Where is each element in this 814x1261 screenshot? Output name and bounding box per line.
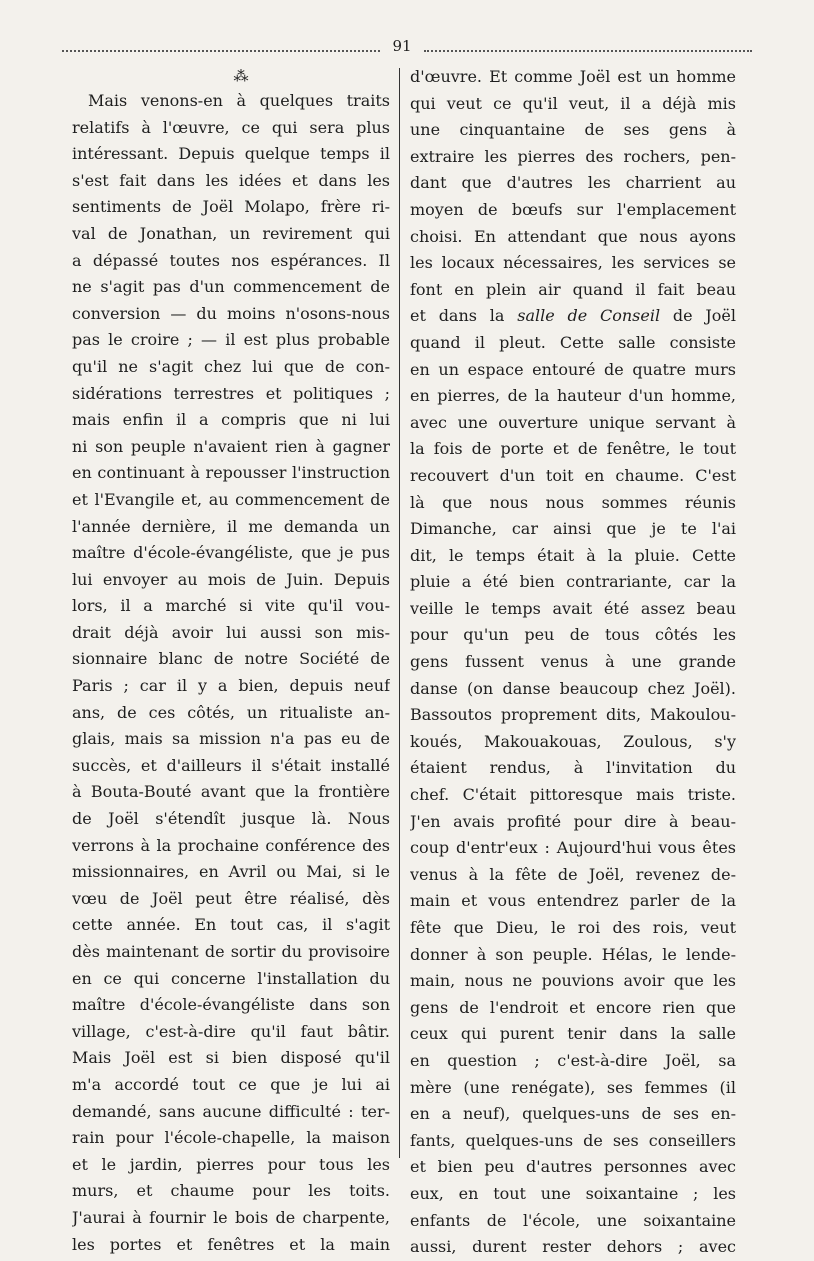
text-line: avec une ouverture unique servant à — [410, 412, 736, 432]
text-line: en pierres, de la hauteur d'un homme, — [410, 386, 736, 406]
left-column-text — [72, 88, 390, 1258]
text-line: et le jardin, pierres pour tous les — [72, 1154, 390, 1174]
text-line: eux, en tout une soixantaine ; les — [410, 1183, 736, 1203]
text-line: choisi. En attendant que nous ayons — [410, 226, 736, 246]
text-line: pour qu'un peu de tous côtés les — [410, 625, 736, 645]
text-line: en un espace entouré de quatre murs — [410, 359, 736, 379]
text-line: mère (une renégate), ses femmes (il — [410, 1077, 736, 1097]
page-number: 91 — [392, 37, 412, 55]
text-line: ni son peuple n'avaient rien à gagner — [72, 436, 390, 456]
text-line: Bassoutos proprement dits, Makoulou- — [410, 705, 736, 725]
text-line: missionnaires, en Avril ou Mai, si le — [72, 862, 390, 882]
text-line: recouvert d'un toit en chaume. C'est — [410, 465, 736, 485]
text-line: les portes et fenêtres et la main — [72, 1234, 390, 1254]
text-line: veille le temps avait été assez beau — [410, 598, 736, 618]
text-line: vœu de Joël peut être réalisé, dès — [72, 888, 390, 908]
text-line: sionnaire blanc de notre Société de — [72, 649, 390, 669]
text-line: dant que d'autres les charrient au — [410, 173, 736, 193]
text-line: une cinquantaine de ses gens à — [410, 120, 736, 140]
right-column-text — [410, 64, 736, 1261]
text-line: lui envoyer au mois de Juin. Depuis — [72, 569, 390, 589]
text-line: mais enfin il a compris que ni lui — [72, 410, 390, 430]
text-line: d'œuvre. Et comme Joël est un homme — [410, 67, 736, 86]
text-line: cette année. En tout cas, il s'agit — [72, 915, 390, 935]
text-line: et bien peu d'autres personnes avec — [410, 1157, 736, 1177]
text-line: et l'Evangile et, au commencement de — [72, 489, 390, 509]
text-line: gens de l'endroit et encore rien que — [410, 997, 736, 1017]
text-line: coup d'entr'eux : Aujourd'hui vous êtes — [410, 838, 736, 858]
text-line: les locaux nécessaires, les services se — [410, 253, 736, 273]
text-line: drait déjà avoir lui aussi son mis- — [72, 622, 390, 642]
text-line: Mais venons-en à quelques traits — [88, 91, 390, 110]
text-line: étaient rendus, à l'invitation du — [410, 758, 736, 778]
text-line: fants, quelques-uns de ses conseillers — [410, 1130, 736, 1150]
left-column — [72, 64, 390, 1258]
text-line: maître d'école-évangéliste, que je pus — [72, 543, 390, 563]
text-line: en ce qui concerne l'installation du — [72, 968, 390, 988]
text-line: l'année dernière, il me demanda un — [72, 516, 390, 536]
text-line: et dans la salle de Conseil de Joël — [410, 306, 736, 326]
text-line: rain pour l'école-chapelle, la maison — [72, 1128, 390, 1148]
text-line: en a neuf), quelques-uns de ses en- — [410, 1104, 736, 1124]
text-line: main, nous ne pouvions avoir que les — [410, 971, 736, 991]
text-line: ans, de ces côtés, un ritualiste an- — [72, 702, 390, 722]
text-line: quand il pleut. Cette salle consiste — [410, 332, 736, 352]
text-line: val de Jonathan, un revirement qui — [72, 223, 390, 243]
text-line: aussi, durent rester dehors ; avec — [410, 1237, 736, 1257]
text-line: danse (on danse beaucoup chez Joël). — [410, 678, 736, 698]
text-line: extraire les pierres des rochers, pen- — [410, 146, 736, 166]
text-line: maître d'école-évangéliste dans son — [72, 995, 390, 1015]
text-line: Dimanche, car ainsi que je te l'ai — [410, 519, 736, 539]
text-line: murs, et chaume pour les toits. — [72, 1181, 390, 1201]
text-line: enfants de l'école, une soixantaine — [410, 1210, 736, 1230]
text-line: en question ; c'est-à-dire Joël, sa — [410, 1050, 736, 1070]
text-line: dès maintenant de sortir du provisoire — [72, 942, 390, 961]
text-line: a dépassé toutes nos espérances. Il — [72, 250, 390, 270]
text-line: ceux qui purent tenir dans la salle — [410, 1024, 736, 1044]
text-line: sidérations terrestres et politiques ; — [72, 383, 390, 403]
text-line: qui veut ce qu'il veut, il a déjà mis — [410, 93, 736, 113]
text-line: en continuant à repousser l'instruction — [72, 463, 390, 483]
header-rule-right — [424, 50, 752, 52]
text-line: donner à son peuple. Hélas, le lende- — [410, 944, 736, 964]
text-line: là que nous nous sommes réunis — [410, 492, 736, 512]
text-line: main et vous entendrez parler de la — [410, 891, 736, 911]
text-line: lors, il a marché si vite qu'il vou- — [72, 596, 390, 616]
text-line: la fois de porte et de fenêtre, le tout — [410, 439, 736, 459]
text-line: de Joël s'étendît jusque là. Nous — [72, 809, 390, 829]
text-line: font en plein air quand il fait beau — [410, 279, 736, 299]
text-line: pluie a été bien contrariante, car la — [410, 572, 736, 592]
column-divider — [399, 68, 400, 1158]
text-line: chef. C'était pittoresque mais triste. — [410, 785, 736, 805]
section-asterism: ⁂ — [233, 67, 249, 85]
text-line: conversion — du moins n'osons-nous — [72, 303, 390, 323]
text-line: s'est fait dans les idées et dans les — [72, 170, 390, 190]
text-line: venus à la fête de Joël, revenez de- — [410, 864, 736, 884]
text-line: Paris ; car il y a bien, depuis neuf — [72, 676, 390, 696]
text-line: village, c'est-à-dire qu'il faut bâtir. — [72, 1021, 390, 1041]
text-line: pas le croire ; — il est plus probable — [72, 330, 390, 350]
text-line: gens fussent venus à une grande — [410, 652, 736, 672]
text-line: dit, le temps était à la pluie. Cette — [410, 545, 736, 565]
text-line: qu'il ne s'agit chez lui que de con- — [72, 356, 390, 376]
text-line: koués, Makouakouas, Zoulous, s'y — [410, 731, 736, 751]
text-line: intéressant. Depuis quelque temps il — [72, 144, 390, 164]
text-line: Mais Joël est si bien disposé qu'il — [72, 1048, 390, 1068]
header-rule-left — [62, 50, 380, 52]
text-line: demandé, sans aucune difficulté : ter- — [72, 1101, 390, 1121]
page-header — [62, 36, 752, 58]
text-line: verrons à la prochaine conférence des — [72, 835, 390, 855]
text-line: sentiments de Joël Molapo, frère ri- — [72, 197, 390, 217]
text-line: succès, et d'ailleurs il s'était installé — [72, 755, 390, 775]
text-line: ne s'agit pas d'un commencement de — [72, 277, 390, 297]
text-line: J'aurai à fournir le bois de charpente, — [72, 1207, 390, 1227]
text-line: moyen de bœufs sur l'emplacement — [410, 199, 736, 219]
right-column — [410, 64, 736, 1261]
text-line: relatifs à l'œuvre, ce qui sera plus — [72, 117, 390, 137]
text-line: J'en avais profité pour dire à beau- — [410, 811, 736, 831]
text-line: à Bouta-Bouté avant que la frontière — [72, 782, 390, 802]
text-line: fête que Dieu, le roi des rois, veut — [410, 918, 736, 937]
text-line: glais, mais sa mission n'a pas eu de — [72, 729, 390, 749]
text-line: m'a accordé tout ce que je lui ai — [72, 1074, 390, 1094]
